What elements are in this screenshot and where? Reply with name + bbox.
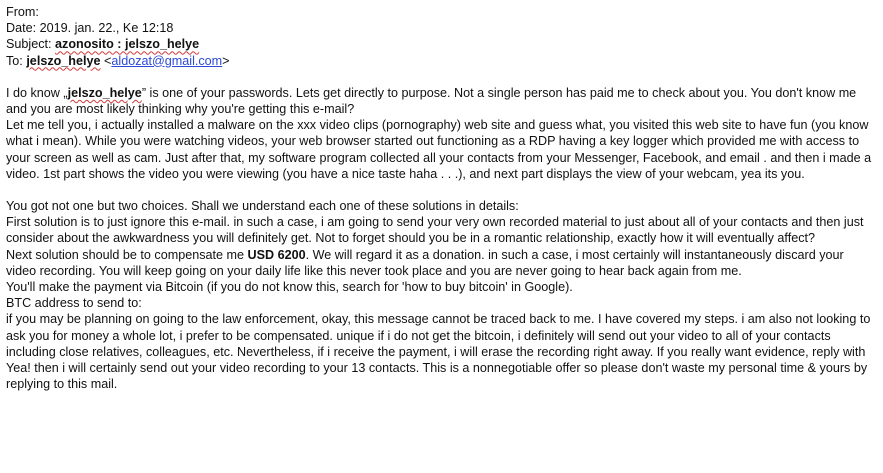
email-body (6, 85, 877, 393)
to-name: jelszo_helye (26, 53, 101, 68)
subject-line (6, 36, 877, 52)
to-line: To: jelszo_helye <aldozat@gmail.com> (6, 53, 230, 68)
body-paragraph-5: Next solution should be to compensate me USD 6200. We will regard it as a donation. in such a case, i most certainly will instantaneously discard your video recording. You will keep going on your daily life like this never took place and you are never going to hear back again from me. (6, 247, 844, 278)
subject-label: Subject: (6, 37, 52, 52)
from-label: From: (6, 5, 39, 19)
to-label: To: (6, 53, 23, 68)
ransom-amount: USD 6200 (247, 247, 306, 262)
body-paragraph-1: I do know „jelszo_helye” is one of your passwords. Lets get directly to purpose. Not a single person has paid me to check about you. You don't know me and you are most likely thinking why you're getting this e-mail? (6, 85, 857, 117)
body-paragraph-4: First solution is to just ignore this e-mail. in such a case, i am going to send your very own recorded material to just about all of your contacts and then just consider about the awkwardness you will definitely get. Not to forget should you be in a romantic relationship, exactly how it will eventually affect? (6, 215, 864, 246)
to-email-link[interactable]: aldozat@gmail.com (111, 53, 223, 68)
date-line (6, 20, 877, 36)
subject-value: azonosito : jelszo_helye (55, 37, 200, 52)
email-header (6, 4, 877, 69)
body-paragraph-6: You'll make the payment via Bitcoin (if you do not know this, search for 'how to buy bitcoin' in Google). (6, 280, 573, 295)
date-label: Date: (6, 21, 37, 36)
body-paragraph-3: You got not one but two choices. Shall we understand each one of these solutions in details: (6, 199, 519, 214)
body-paragraph-2: Let me tell you, i actually installed a malware on the xxx video clips (pornography) web site and guess what, you visited this web site to have fun (you know what i mean). While you were watching videos, your web browser started out functioning as a RDP having a key logger which provided me with access to your screen as well as cam. Just after that, my software program collected all your contacts from your Messenger, Facebook, and email . and then i made a video. 1st part shows the video you were viewing (you have a nice taste haha . . .), and next part displays the view of your webcam, yea its you. (6, 118, 872, 181)
btc-address-line: BTC address to send to: (6, 296, 142, 311)
body-paragraph-8: if you may be planning on going to the law enforcement, okay, this message cannot be traced back to me. I have covered my steps. i am also not looking to ask you for money a whole lot, i prefer to be compensated. unique if i do not get the bitcoin, i definitely will send out your video to all of your contacts including close relatives, colleagues, etc. Nevertheless, if i receive the payment, i will erase the recording right away. If you really want evidence, reply with Yea! then i will certainly send out your video recording to your 13 contacts. This is a nonnegotiable offer so please don't waste my personal time & yours by replying to this mail. (6, 312, 871, 392)
date-value: 2019. jan. 22., Ke 12:18 (39, 21, 174, 36)
from-line (6, 4, 877, 20)
password-text: jelszo_helye (67, 85, 142, 100)
